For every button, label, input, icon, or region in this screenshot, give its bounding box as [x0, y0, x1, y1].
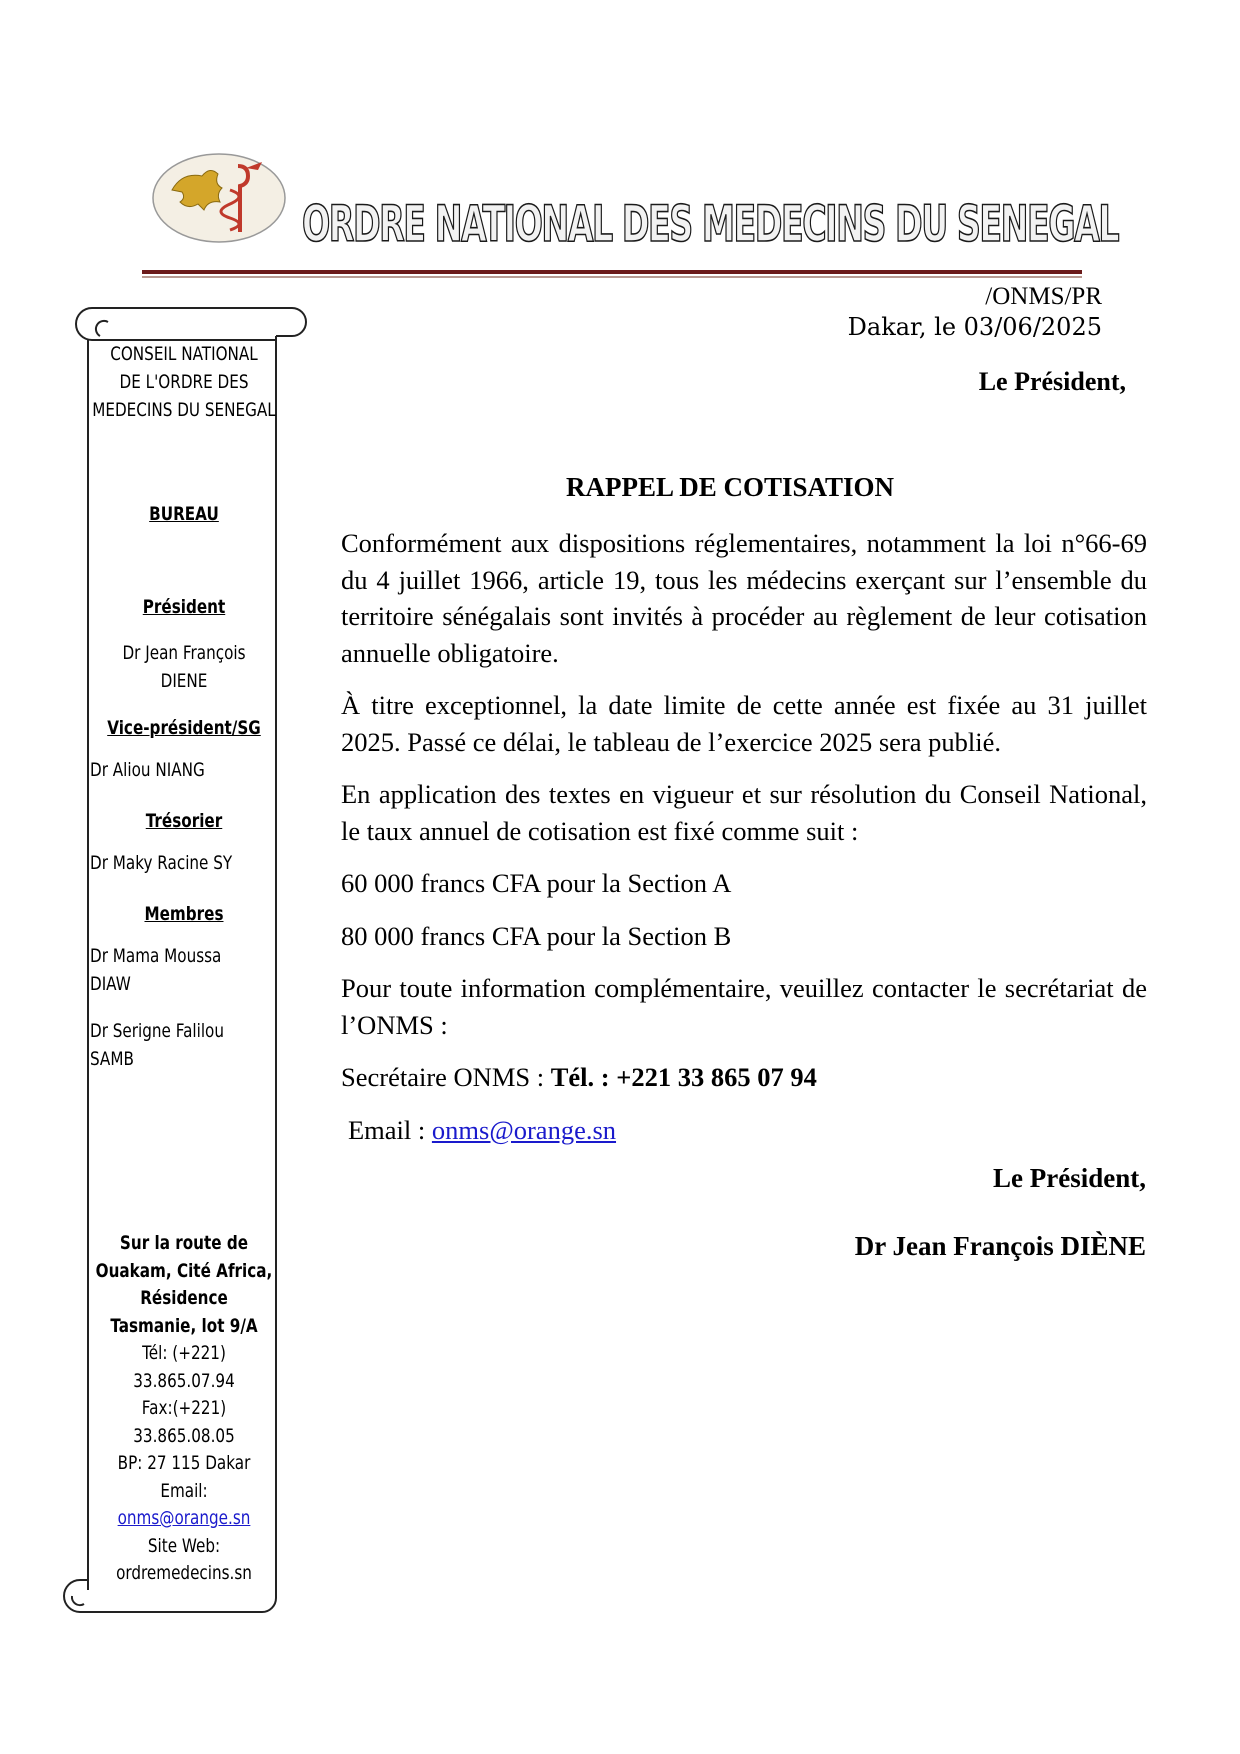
body-paragraph: Pour toute information complémentaire, veuillez contacter le secrétariat de l’ONMS :	[341, 973, 1147, 1040]
letterhead	[0, 0, 1240, 300]
vp-heading: Vice-président/SG	[107, 717, 261, 739]
addressee: Le Président,	[978, 367, 1126, 396]
bp-line: BP: 27 115 Dakar	[117, 1452, 251, 1474]
secretary-line	[341, 1059, 1147, 1096]
sidebar-treasurer	[90, 807, 240, 877]
sidebar-vp	[90, 714, 261, 784]
header-rule-thin	[142, 276, 1082, 278]
web-address: ordremedecins.sn	[116, 1562, 252, 1584]
email-label: Email :	[348, 1114, 432, 1145]
onms-logo-icon	[150, 150, 288, 246]
members-heading: Membres	[144, 903, 224, 925]
tel-line: Tél: (+221)	[142, 1342, 226, 1364]
vp-name: Dr Aliou NIANG	[90, 759, 205, 781]
sidebar-email-link[interactable]: onms@orange.sn	[117, 1507, 251, 1529]
treasurer-heading: Trésorier	[145, 810, 223, 832]
member-name: Dr Mama Moussa	[90, 945, 222, 967]
president-name: DIENE	[160, 670, 208, 692]
president-name: Dr Jean François	[122, 642, 246, 664]
letter-title: RAPPEL DE COTISATION	[566, 472, 895, 502]
secretary-phone: Tél. : +221 33 865 07 94	[550, 1062, 817, 1092]
treasurer-name: Dr Maky Racine SY	[90, 852, 233, 874]
web-label: Site Web:	[147, 1534, 221, 1557]
president-heading: Président	[142, 596, 226, 618]
member-name: DIAW	[90, 973, 131, 995]
member-name: Dr Serigne Falilou	[90, 1020, 224, 1042]
letter-body	[341, 525, 1147, 1164]
email-label: Email:	[160, 1479, 208, 1502]
body-paragraph: En application des textes en vigueur et sur résolution du Conseil National, le taux annuel de cotisation est fixé comme suit :	[341, 779, 1147, 846]
sidebar-contact	[90, 1230, 273, 1588]
rate-section-a: 60 000 francs CFA pour la Section A	[341, 868, 732, 898]
member-name: SAMB	[90, 1048, 134, 1070]
ref-number: /ONMS/PR	[985, 283, 1102, 310]
fax-line: Fax:(+221)	[141, 1397, 227, 1419]
council-line: CONSEIL NATIONAL	[110, 343, 258, 365]
email-line	[341, 1112, 1147, 1149]
signature-title: Le Président,	[993, 1163, 1146, 1193]
sidebar-council	[90, 340, 276, 424]
bureau-heading: BUREAU	[149, 503, 219, 525]
signature-name: Dr Jean François DIÈNE	[854, 1231, 1146, 1261]
council-line: MEDECINS DU SENEGAL	[92, 399, 276, 421]
body-paragraph: À titre exceptionnel, la date limite de cette année est fixée au 31 juillet 2025. Passé ce délai, le tableau de l’exercice 2025 sera publié.	[341, 690, 1147, 757]
org-title: ORDRE NATIONAL DES MEDECINS DU SENEGAL	[302, 195, 1119, 253]
secretary-label: Secrétaire ONMS :	[341, 1062, 551, 1092]
address-line: Ouakam, Cité Africa,	[95, 1259, 273, 1282]
letter-reference	[848, 282, 1102, 342]
rate-section-b: 80 000 francs CFA pour la Section B	[341, 920, 732, 951]
letter-date: Dakar, le 03/06/2025	[847, 313, 1102, 341]
header-rule	[142, 270, 1082, 274]
address-line: Résidence	[140, 1287, 228, 1309]
tel-line: 33.865.07.94	[133, 1369, 235, 1392]
address-line: Sur la route de	[119, 1232, 249, 1254]
body-paragraph: Conformément aux dispositions réglementaires, notamment la loi n°66-69 du 4 juillet 1966, article 19, tous les médecins exerçant sur l’ensemble du territoire sénégalais sont invités à procéder au règlement de leur cotisation annuelle obligatoire.	[341, 528, 1147, 668]
email-link[interactable]: onms@orange.sn	[431, 1114, 617, 1145]
sidebar-members	[90, 900, 240, 1073]
fax-line: 33.865.08.05	[133, 1424, 235, 1447]
sidebar-president	[90, 593, 246, 695]
sidebar-bureau	[90, 500, 240, 528]
council-line: DE L'ORDRE DES	[119, 371, 249, 393]
address-line: Tasmanie, lot 9/A	[110, 1314, 258, 1337]
